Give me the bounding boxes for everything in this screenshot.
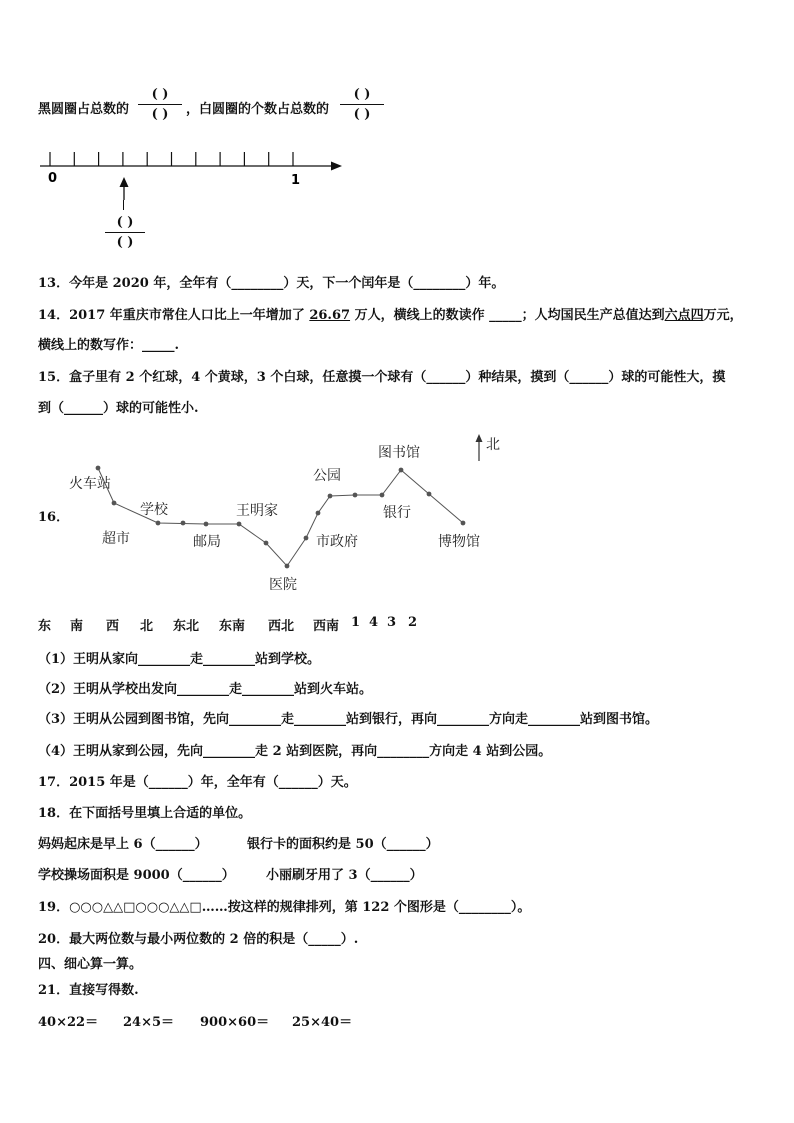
question-17: 17．2015 年是（______）年，全年有（______）天。	[38, 775, 357, 790]
fraction-denominator[interactable]: ( )	[116, 235, 134, 250]
station-yinhang: 银行	[383, 505, 411, 521]
option: 4	[369, 615, 379, 630]
calc-item: 24×5＝	[123, 1015, 175, 1030]
q14-text-b: 万人，横线上的数读作 _____；人均国民生产总值达到	[350, 308, 665, 323]
question-18-c: 学校操场面积是 9000（______）	[38, 868, 235, 883]
question-15-line1: 15．盒子里有 2 个红球，4 个黄球，3 个白球，任意摸一个球有（______）种结果，摸到（______）球的可能性大，摸	[38, 370, 726, 385]
station-wangmingjia: 王明家	[236, 503, 278, 519]
fraction-denominator[interactable]: ( )	[151, 107, 169, 122]
question-14-line1	[38, 304, 743, 323]
q14-text-c: 万元，	[703, 308, 743, 323]
route-map	[60, 425, 520, 595]
question-15-line2: 到（______）球的可能性小.	[38, 401, 199, 416]
north-label: 北	[486, 437, 500, 453]
option: 1	[351, 615, 361, 630]
q12-fraction-pointer	[105, 214, 145, 251]
fraction-denominator[interactable]: ( )	[353, 107, 371, 122]
option: 东南	[219, 619, 246, 634]
label-one: 1	[291, 173, 301, 188]
question-21-title: 21．直接写得数.	[38, 983, 139, 998]
option: 西	[106, 619, 120, 634]
station-chaoshi: 超市	[102, 531, 130, 547]
q12-text-2: ，白圆圈的个数占总数的	[186, 102, 330, 117]
question-14-line2: 横线上的数写作：_____.	[38, 338, 180, 353]
question-18-title: 18．在下面括号里填上合适的单位。	[38, 806, 252, 821]
station-tushuguan: 图书馆	[378, 445, 420, 461]
fraction-numerator[interactable]: ( )	[151, 87, 169, 102]
station-xuexiao: 学校	[140, 502, 168, 518]
question-20: 20．最大两位数与最小两位数的 2 倍的积是（_____）.	[38, 932, 359, 947]
question-16-sub4: （4）王明从家到公园，先向________走 2 站到医院，再向________方向走 4 站到公园。	[38, 744, 552, 759]
calc-item: 40×22＝	[38, 1015, 99, 1030]
arrow-right-icon	[331, 162, 342, 171]
question-13: 13．今年是 2020 年，全年有（________）天，下一个闰年是（________）年。	[38, 276, 505, 291]
pointer-stem	[123, 200, 124, 210]
station-huochezhan: 火车站	[69, 476, 111, 492]
fraction-numerator[interactable]: ( )	[353, 87, 371, 102]
option: 西北	[268, 619, 295, 634]
station-bowuguan: 博物馆	[438, 534, 480, 550]
option: 3	[387, 615, 397, 630]
option: 西南	[313, 619, 340, 634]
q14-underlined-number: 26.67	[309, 308, 351, 323]
fraction-bar	[138, 104, 182, 105]
question-16-sub2: （2）王明从学校出发向________走________站到火车站。	[38, 682, 373, 697]
calc-item: 25×40＝	[292, 1015, 353, 1030]
number-line	[30, 140, 360, 200]
station-gongyuan: 公园	[313, 468, 341, 484]
q14-text-a: 14．2017 年重庆市常住人口比上一年增加了	[38, 308, 310, 323]
station-youju: 邮局	[193, 534, 221, 550]
option: 南	[70, 619, 84, 634]
section-4-heading: 四、细心算一算。	[38, 957, 143, 972]
question-18-d: 小丽刷牙用了 3（______）	[266, 868, 423, 883]
question-19: 19．○○○△△□○○○△△□……按这样的规律排列，第 122 个图形是（________）。	[38, 900, 531, 915]
q14-underlined-words: 六点四	[664, 308, 704, 323]
fraction-numerator[interactable]: ( )	[116, 215, 134, 230]
question-16-sub3: （3）王明从公园到图书馆，先向________走________站到银行，再向________方向走________站到图书馆。	[38, 712, 659, 727]
station-yiyuan: 医院	[269, 577, 297, 593]
question-18-b: 银行卡的面积约是 50（______）	[247, 837, 439, 852]
question-18-a: 妈妈起床是早上 6（______）	[38, 837, 208, 852]
calc-item: 900×60＝	[200, 1015, 270, 1030]
q16-options	[38, 615, 426, 634]
north-arrow-icon	[476, 434, 483, 442]
question-16-number: 16．	[38, 510, 70, 525]
arrow-up-icon	[120, 177, 129, 187]
q12-text-1: 黑圆圈占总数的	[38, 102, 130, 117]
option: 2	[408, 615, 418, 630]
q12-fraction-black	[138, 86, 182, 123]
option: 北	[140, 619, 154, 634]
station-shizhengfu: 市政府	[316, 534, 358, 550]
question-16-sub1: （1）王明从家向________走________站到学校。	[38, 652, 321, 667]
fraction-bar	[340, 104, 384, 105]
option: 东北	[173, 619, 200, 634]
q12-fraction-white	[340, 86, 384, 123]
fraction-bar	[105, 232, 145, 233]
label-zero: 0	[48, 171, 58, 186]
option: 东	[38, 619, 52, 634]
